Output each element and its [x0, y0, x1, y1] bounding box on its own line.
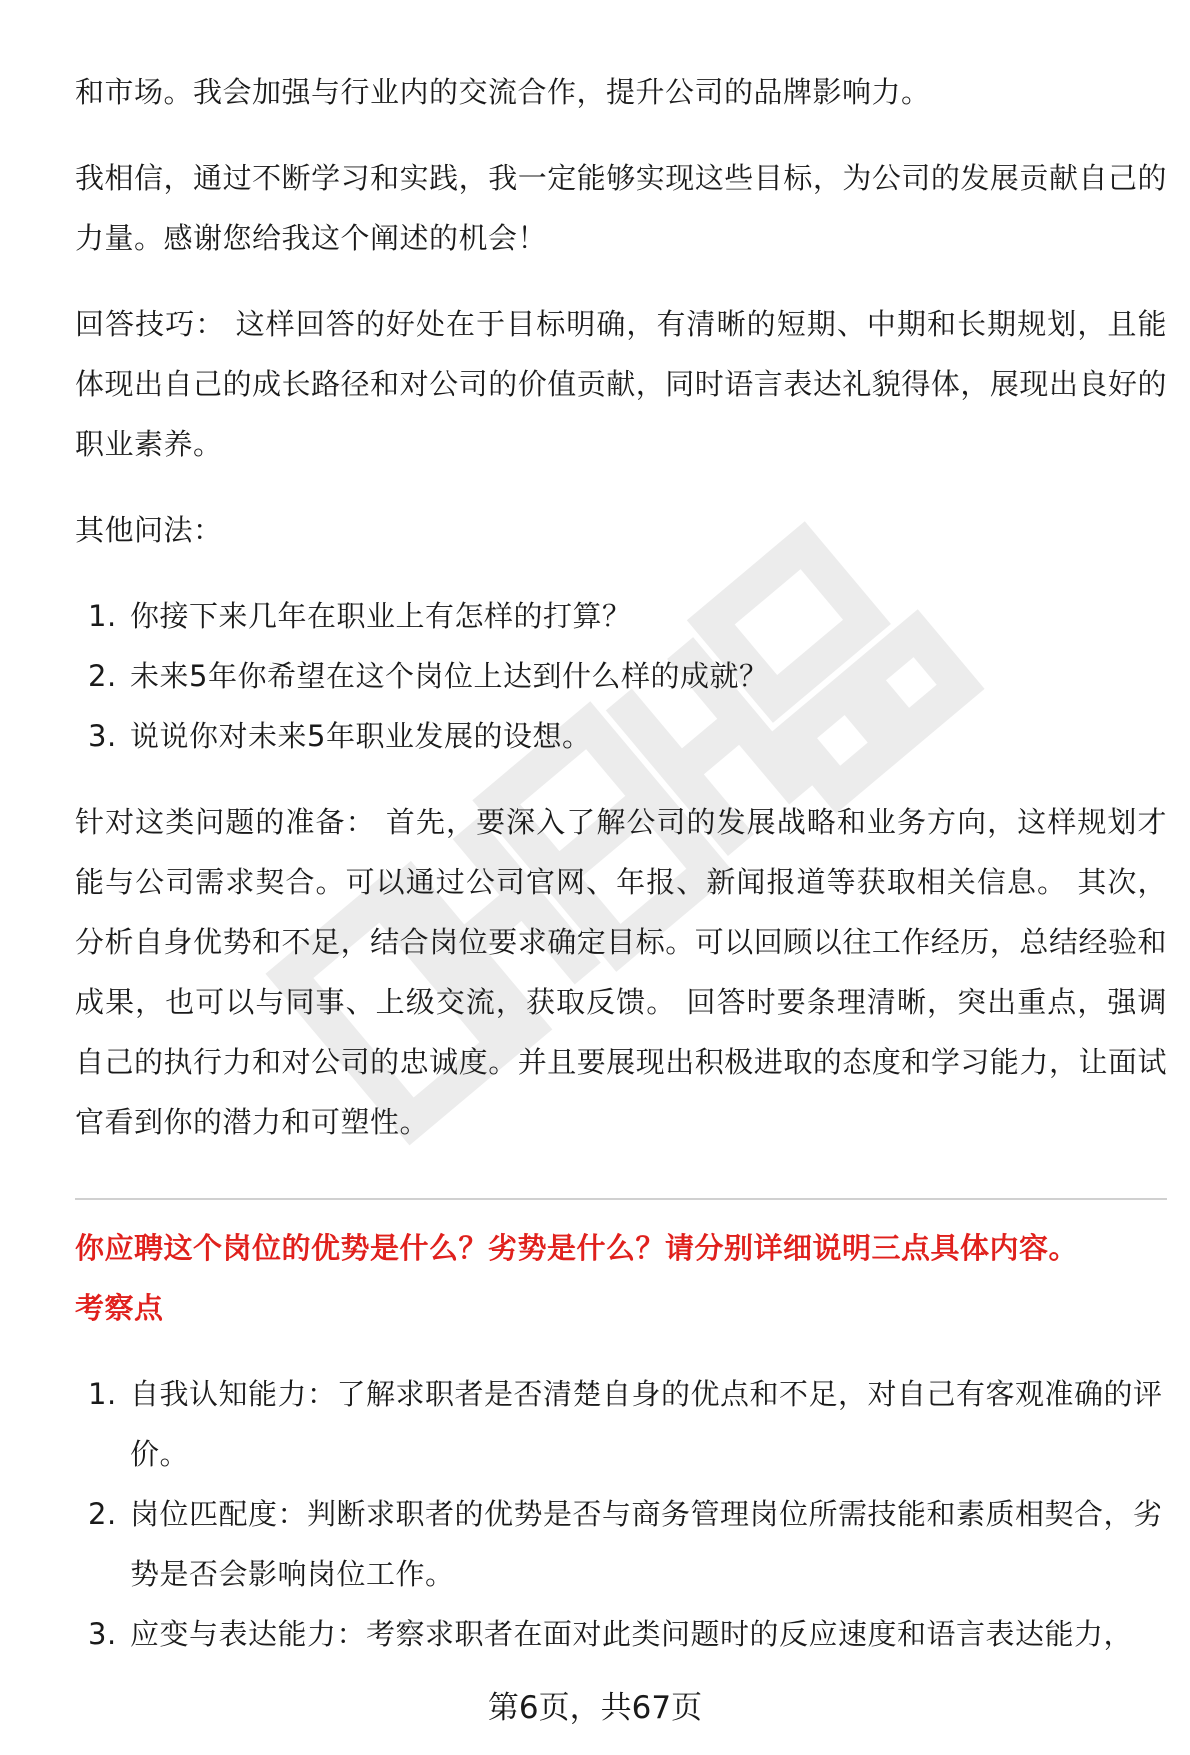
other-questions-list — [75, 586, 1167, 766]
section-label: 考察点 — [75, 1291, 164, 1325]
paragraph-answer-tips: 回答技巧： 这样回答的好处在于目标明确，有清晰的短期、中期和长期规划，且能体现出自己的成长路径和对公司的价值贡献，同时语言表达礼貌得体，展现出良好的职业素养。 — [75, 307, 1167, 461]
list-item-text: 说说你对未来5年职业发展的设想。 — [130, 719, 592, 753]
question-title: 你应聘这个岗位的优势是什么？劣势是什么？请分别详细说明三点具体内容。 — [75, 1231, 1079, 1265]
section-divider — [75, 1198, 1167, 1200]
list-item-text: 你接下来几年在职业上有怎样的打算？ — [130, 599, 632, 633]
list-item — [75, 646, 1167, 706]
list-item — [75, 1364, 1167, 1484]
assessment-points-list — [75, 1364, 1167, 1664]
list-item — [75, 1604, 1167, 1664]
list-item-text: 未来5年你希望在这个岗位上达到什么样的成就？ — [130, 659, 769, 693]
paragraph-other-asks-label: 其他问法： — [75, 513, 223, 547]
list-item-text: 应变与表达能力：考察求职者在面对此类问题时的反应速度和语言表达能力， — [130, 1617, 1134, 1651]
document-page — [75, 62, 1167, 1664]
paragraph-closing: 我相信，通过不断学习和实践，我一定能够实现这些目标，为公司的发展贡献自己的力量。感谢您给我这个阐述的机会！ — [75, 161, 1167, 255]
list-item — [75, 1484, 1167, 1604]
list-number: 2. — [88, 659, 117, 693]
list-item-text: 自我认知能力：了解求职者是否清楚自身的优点和不足，对自己有客观准确的评价。 — [130, 1377, 1163, 1471]
list-number: 1. — [88, 599, 117, 633]
list-item — [75, 586, 1167, 646]
list-number: 1. — [88, 1377, 117, 1411]
paragraph-continuation: 和市场。我会加强与行业内的交流合作，提升公司的品牌影响力。 — [75, 75, 931, 109]
paragraph-preparation: 针对这类问题的准备： 首先，要深入了解公司的发展战略和业务方向，这样规划才能与公司需求契合。可以通过公司官网、年报、新闻报道等获取相关信息。 其次，分析自身优势和不足，结合岗位要求确定目标。可以回顾以往工作经历，总结经验和成果，也可以与同事、上级交流，获取反馈。 回答时要条理清晰，突出重点，强调自己的执行力和对公司的忠诚度。并且要展现出积极进取的态度和学习能力，让面试官看到你的潜力和可塑性。 — [75, 805, 1167, 1139]
page-footer: 第6页，共67页 — [487, 1690, 703, 1726]
list-item — [75, 706, 1167, 766]
list-item-text: 岗位匹配度：判断求职者的优势是否与商务管理岗位所需技能和素质相契合，劣势是否会影响岗位工作。 — [130, 1497, 1163, 1591]
list-number: 3. — [88, 1617, 117, 1651]
list-number: 3. — [88, 719, 117, 753]
list-number: 2. — [88, 1497, 117, 1531]
